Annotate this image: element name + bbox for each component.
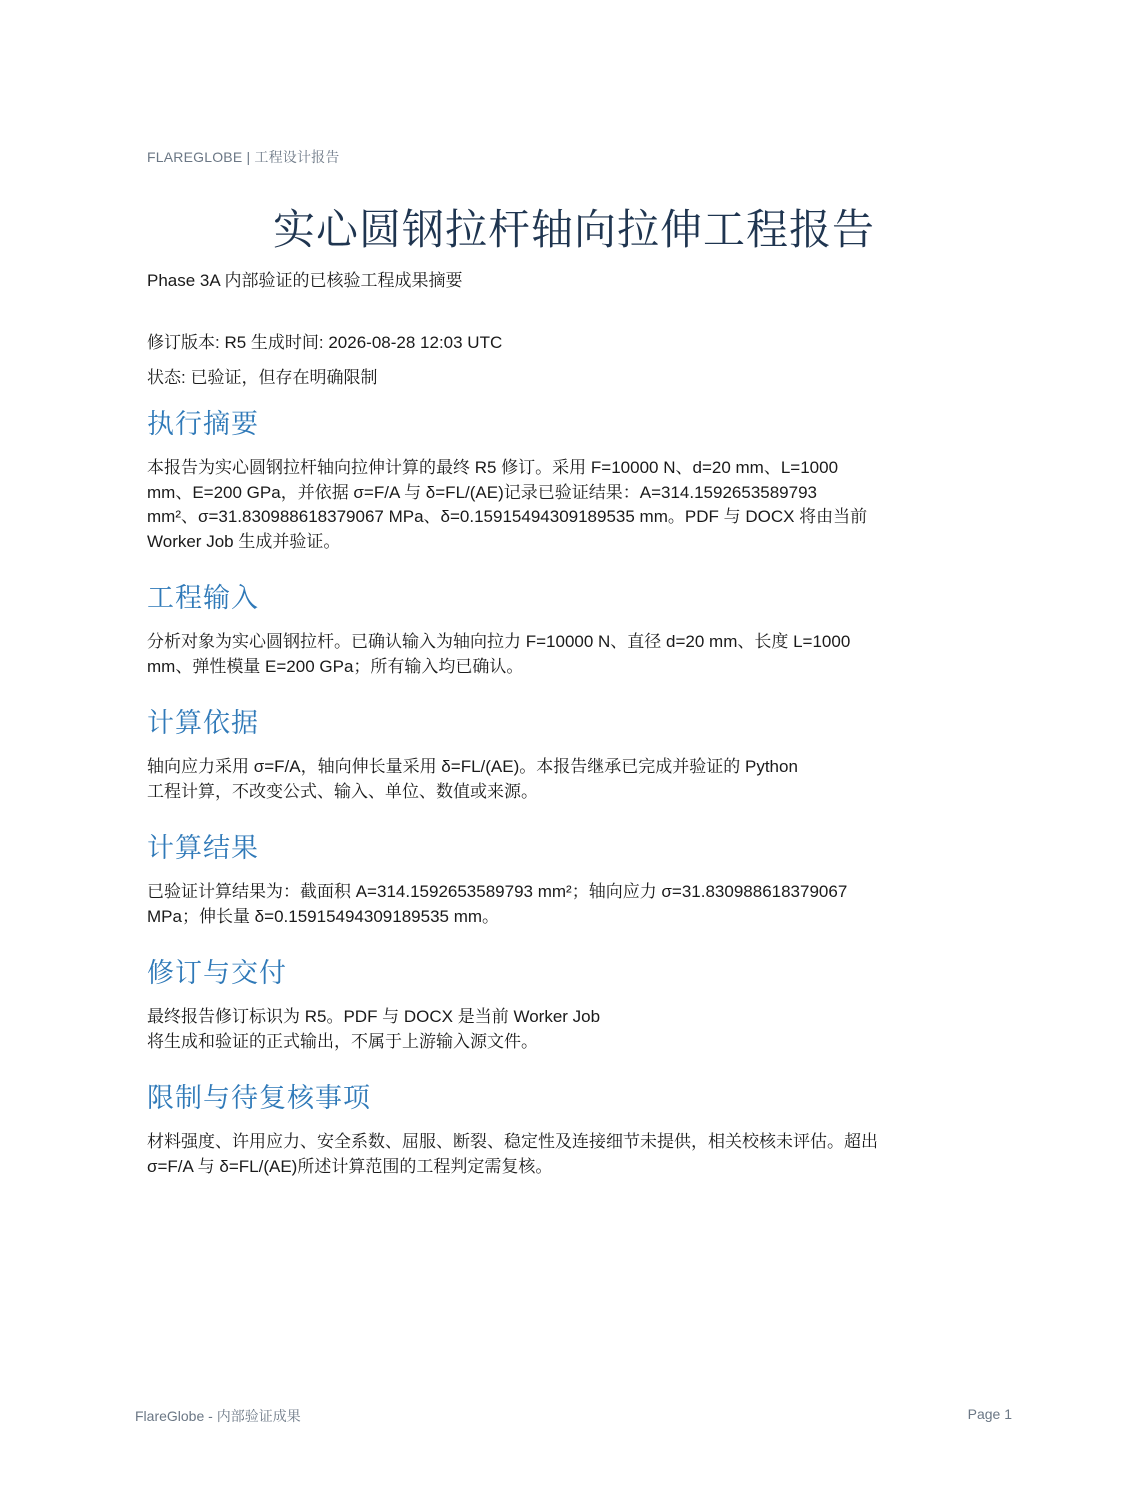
- header-brand: FLAREGLOBE | 工程设计报告: [147, 149, 340, 165]
- section-engineering-inputs: [147, 578, 967, 679]
- page-number: Page 1: [967, 1406, 1012, 1422]
- section-heading: 限制与待复核事项: [147, 1083, 371, 1113]
- section-body: 轴向应力采用 σ=F/A，轴向伸长量采用 δ=FL/(AE)。本报告继承已完成并验证的 Python 工程计算，不改变公式、输入、单位、数值或来源。: [147, 757, 798, 801]
- document-title: 实心圆钢拉杆轴向拉伸工程报告: [272, 206, 875, 253]
- document-subtitle: Phase 3A 内部验证的已核验工程成果摘要: [147, 271, 463, 290]
- section-calculation-basis: [147, 703, 967, 804]
- section-executive-summary: [147, 404, 967, 554]
- section-body: 已验证计算结果为：截面积 A=314.1592653589793 mm²；轴向应力 σ=31.830988618379067 MPa；伸长量 δ=0.15915494309189535 mm。: [147, 882, 848, 926]
- section-body: 本报告为实心圆钢拉杆轴向拉伸计算的最终 R5 修订。采用 F=10000 N、d=20 mm、L=1000 mm、E=200 GPa，并依据 σ=F/A 与 δ=FL/(AE)记录已验证结果：A=314.1592653589793 mm²、σ=31.830988618379067 MPa、δ=0.15915494309189535 mm。PDF 与 DOCX 将由当前 Worker Job 生成并验证。: [147, 458, 868, 551]
- report-content: [147, 404, 967, 1203]
- section-heading: 计算依据: [147, 708, 259, 738]
- section-heading: 计算结果: [147, 833, 259, 863]
- section-body: 分析对象为实心圆钢拉杆。已确认输入为轴向拉力 F=10000 N、直径 d=20 mm、长度 L=1000 mm、弹性模量 E=200 GPa；所有输入均已确认。: [147, 632, 851, 676]
- section-body: 最终报告修订标识为 R5。PDF 与 DOCX 是当前 Worker Job 将生成和验证的正式输出，不属于上游输入源文件。: [147, 1007, 601, 1051]
- section-limitations: [147, 1078, 967, 1179]
- section-heading: 工程输入: [147, 583, 259, 613]
- section-revision-delivery: [147, 953, 967, 1054]
- section-heading: 执行摘要: [147, 409, 259, 439]
- revision-line: 修订版本: R5 生成时间: 2026-08-28 12:03 UTC: [147, 333, 503, 352]
- status-line: 状态: 已验证，但存在明确限制: [147, 368, 378, 387]
- section-calculation-results: [147, 828, 967, 929]
- section-body: 材料强度、许用应力、安全系数、屈服、断裂、稳定性及连接细节未提供，相关校核未评估。超出 σ=F/A 与 δ=FL/(AE)所述计算范围的工程判定需复核。: [147, 1132, 878, 1176]
- footer-organization: FlareGlobe - 内部验证成果: [135, 1408, 301, 1424]
- section-heading: 修订与交付: [147, 958, 287, 988]
